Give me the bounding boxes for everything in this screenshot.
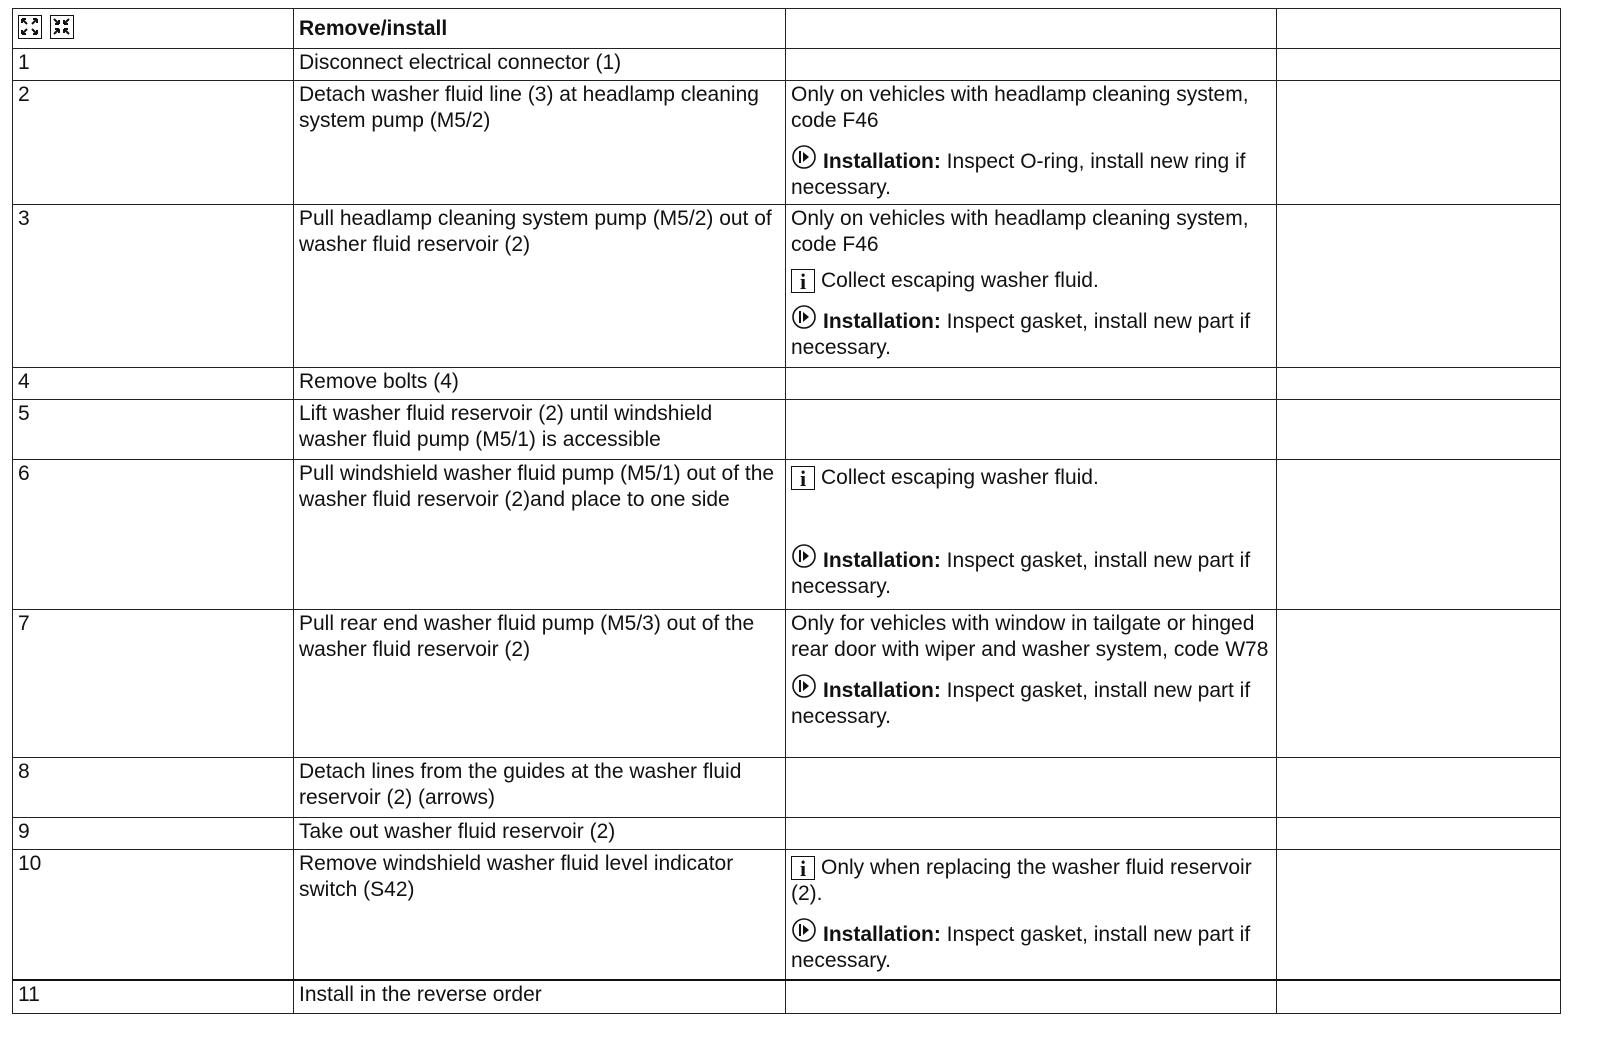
installation-note — [791, 304, 1271, 361]
step-note-cell — [786, 980, 1277, 1014]
step-action: Remove windshield washer fluid level indicator switch (S42) — [294, 850, 786, 980]
table-row — [13, 49, 1561, 81]
step-note: Only on vehicles with headlamp cleaning system, code F46 — [791, 83, 1249, 132]
installation-label: Installation: — [823, 679, 941, 702]
step-note: Only for vehicles with window in tailgate or hinged rear door with wiper and washer system, code W78 — [791, 612, 1269, 661]
info-note — [791, 465, 1271, 491]
step-note-cell — [786, 49, 1277, 81]
table-row — [13, 980, 1561, 1014]
step-number: 10 — [13, 850, 294, 980]
collapse-all-icon[interactable] — [50, 15, 74, 39]
step-extra-cell — [1277, 400, 1561, 460]
installation-note — [791, 543, 1271, 600]
installation-icon — [791, 917, 817, 943]
table-row — [13, 400, 1561, 460]
step-note-cell — [786, 400, 1277, 460]
installation-icon — [791, 543, 817, 569]
step-number: 1 — [13, 49, 294, 81]
installation-text: Inspect gasket, install new part if necessary. — [791, 923, 1251, 972]
procedure-table — [12, 8, 1561, 1014]
installation-label: Installation: — [823, 923, 941, 946]
step-action: Take out washer fluid reservoir (2) — [294, 818, 786, 850]
step-action: Install in the reverse order — [294, 980, 786, 1014]
installation-text: Inspect O-ring, install new ring if necessary. — [791, 150, 1246, 199]
step-note-cell — [786, 368, 1277, 400]
header-row — [13, 9, 1561, 49]
installation-label: Installation: — [823, 549, 941, 572]
table-row — [13, 610, 1561, 758]
installation-text: Inspect gasket, install new part if necessary. — [791, 549, 1251, 598]
table-row — [13, 460, 1561, 610]
installation-note — [791, 144, 1271, 201]
header-title: Remove/install — [294, 9, 786, 49]
step-note-cell — [786, 850, 1277, 980]
header-empty-cell — [786, 9, 1277, 49]
step-action: Disconnect electrical connector (1) — [294, 49, 786, 81]
table-row — [13, 758, 1561, 818]
installation-note — [791, 673, 1271, 730]
step-extra-cell — [1277, 610, 1561, 758]
step-action: Remove bolts (4) — [294, 368, 786, 400]
table-row — [13, 205, 1561, 368]
step-extra-cell — [1277, 368, 1561, 400]
step-note-cell — [786, 610, 1277, 758]
step-note-cell — [786, 818, 1277, 850]
step-extra-cell — [1277, 980, 1561, 1014]
step-number: 11 — [13, 980, 294, 1014]
installation-icon — [791, 144, 817, 170]
step-note: Only on vehicles with headlamp cleaning system, code F46 — [791, 207, 1249, 256]
step-number: 6 — [13, 460, 294, 610]
header-icons-cell — [13, 9, 294, 49]
installation-label: Installation: — [823, 310, 941, 333]
info-icon: i — [791, 466, 815, 490]
step-extra-cell — [1277, 758, 1561, 818]
step-action: Pull windshield washer fluid pump (M5/1) out of the washer fluid reservoir (2)and place to one side — [294, 460, 786, 610]
table-row — [13, 818, 1561, 850]
step-number: 9 — [13, 818, 294, 850]
step-action: Detach lines from the guides at the washer fluid reservoir (2) (arrows) — [294, 758, 786, 818]
header-empty-cell — [1277, 9, 1561, 49]
step-number: 2 — [13, 81, 294, 205]
installation-icon — [791, 673, 817, 699]
procedure-document — [12, 8, 1560, 1014]
step-extra-cell — [1277, 460, 1561, 610]
step-extra-cell — [1277, 81, 1561, 205]
info-text: Collect escaping washer fluid. — [821, 269, 1099, 292]
step-extra-cell — [1277, 818, 1561, 850]
table-row — [13, 368, 1561, 400]
info-note — [791, 268, 1271, 294]
step-note-cell — [786, 205, 1277, 368]
installation-label: Installation: — [823, 150, 941, 173]
step-action: Lift washer fluid reservoir (2) until windshield washer fluid pump (M5/1) is accessible — [294, 400, 786, 460]
step-extra-cell — [1277, 850, 1561, 980]
step-number: 5 — [13, 400, 294, 460]
info-text: Collect escaping washer fluid. — [821, 466, 1099, 489]
step-action: Pull rear end washer fluid pump (M5/3) out of the washer fluid reservoir (2) — [294, 610, 786, 758]
info-note — [791, 855, 1271, 907]
step-number: 4 — [13, 368, 294, 400]
step-extra-cell — [1277, 205, 1561, 368]
step-note-cell — [786, 460, 1277, 610]
step-number: 8 — [13, 758, 294, 818]
step-number: 3 — [13, 205, 294, 368]
info-icon: i — [791, 856, 815, 880]
step-note-cell — [786, 758, 1277, 818]
step-number: 7 — [13, 610, 294, 758]
info-text: Only when replacing the washer fluid reservoir (2). — [791, 856, 1252, 905]
table-row — [13, 850, 1561, 980]
expand-all-icon[interactable] — [18, 15, 42, 39]
installation-text: Inspect gasket, install new part if necessary. — [791, 310, 1251, 359]
step-action: Detach washer fluid line (3) at headlamp cleaning system pump (M5/2) — [294, 81, 786, 205]
installation-note — [791, 917, 1271, 974]
info-icon: i — [791, 269, 815, 293]
installation-icon — [791, 304, 817, 330]
step-note-cell — [786, 81, 1277, 205]
table-row — [13, 81, 1561, 205]
step-extra-cell — [1277, 49, 1561, 81]
step-action: Pull headlamp cleaning system pump (M5/2) out of washer fluid reservoir (2) — [294, 205, 786, 368]
installation-text: Inspect gasket, install new part if necessary. — [791, 679, 1251, 728]
